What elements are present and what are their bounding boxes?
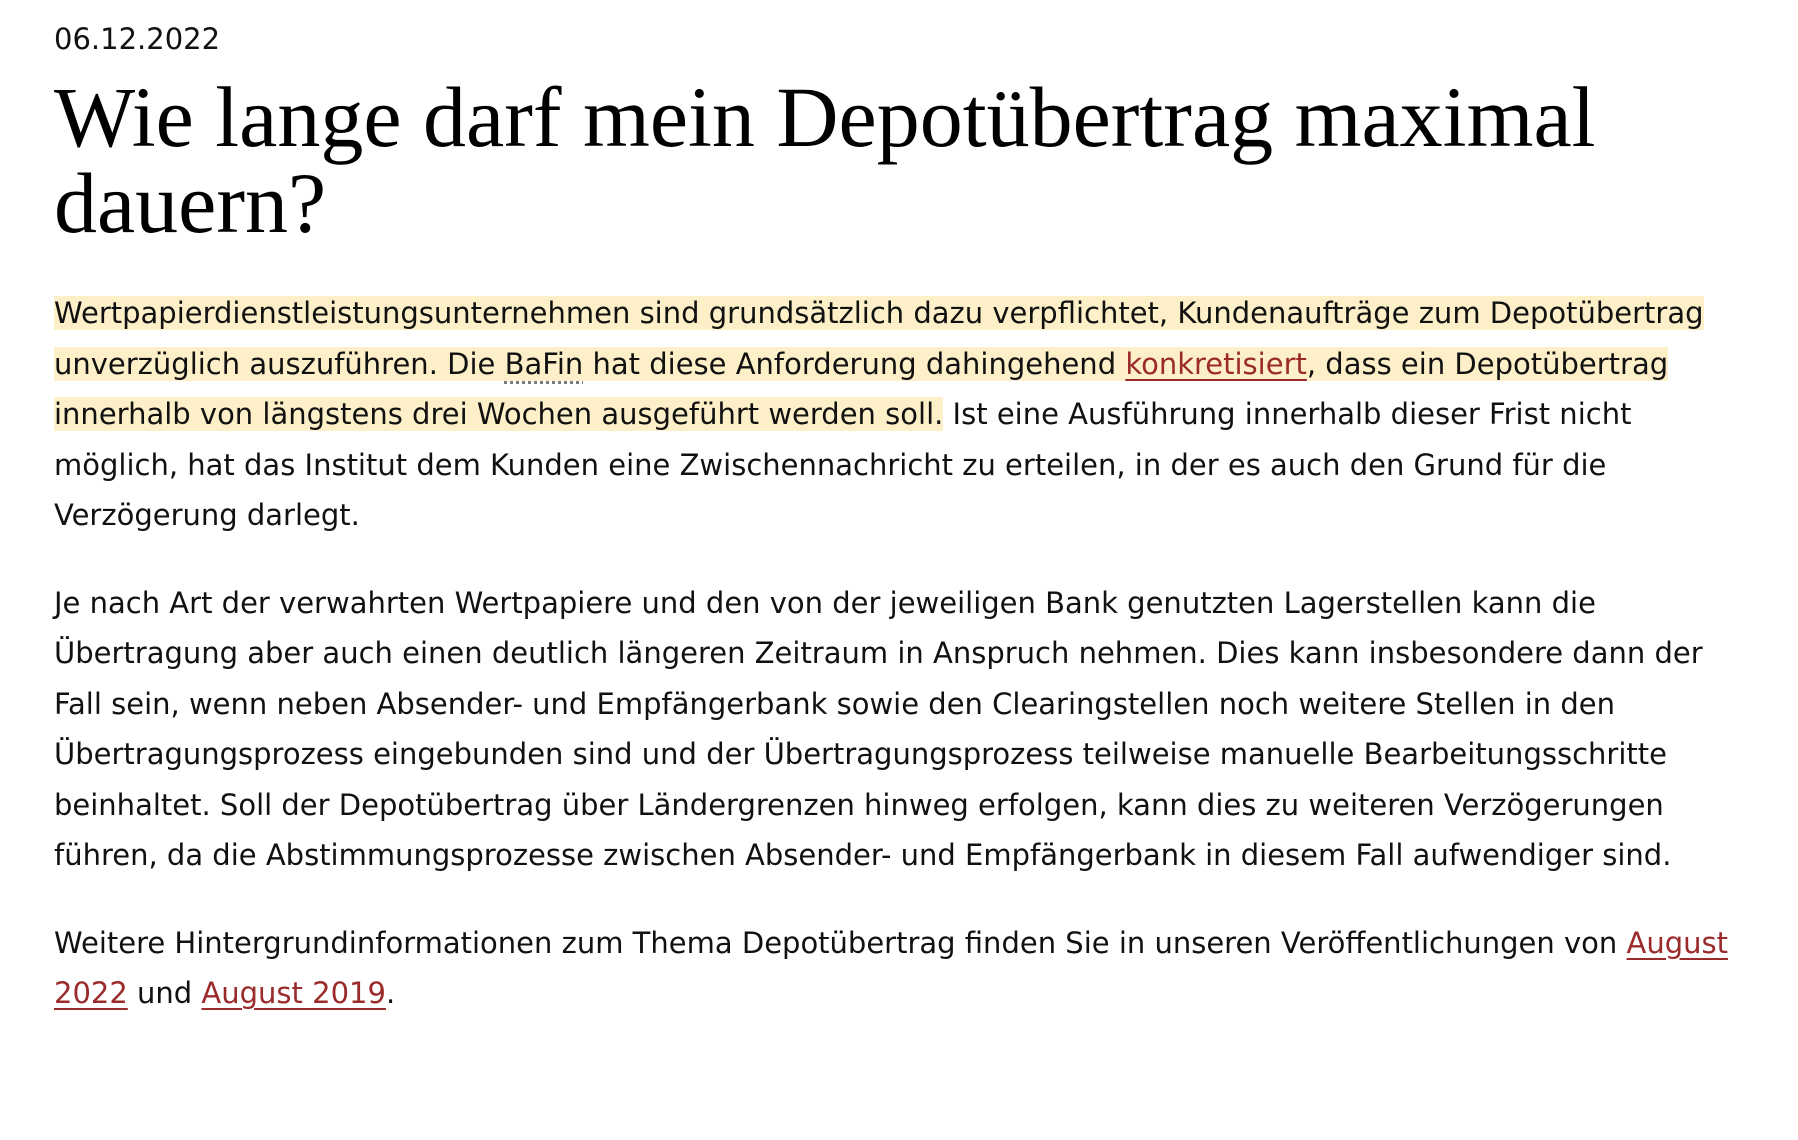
abbreviation-bafin[interactable]: BaFin [504, 346, 584, 381]
highlight-text-part3: , dass ein Depotübertrag innerhalb von längstens drei Wochen ausgeführt werden soll. [54, 346, 1669, 431]
references-text-between: und [127, 976, 202, 1010]
article [54, 18, 1754, 1056]
link-konkretisiert[interactable]: konkretisiert [1125, 346, 1307, 381]
paragraph-intro [54, 288, 1754, 541]
paragraph-references [54, 918, 1754, 1019]
references-text-before: Weitere Hintergrundinformationen zum Thema Depotübertrag finden Sie in unseren Veröffentlichungen von [54, 925, 1627, 960]
highlight-text-part2: hat diese Anforderung dahingehend [583, 346, 1126, 381]
paragraph-details: Je nach Art der verwahrten Wertpapiere und den von der jeweiligen Bank genutzten Lagerstellen kann die Übertragung aber auch einen deutlich längeren Zeitraum in Anspruch nehmen. Dies kann insbesondere dann der Fall sein, wenn neben Absender- und Empfängerbank sowie den Clearingstellen noch weitere Stellen in den Übertragungsprozess eingebunden sind und der Übertragungsprozess teilweise manuelle Bearbeitungsschritte beinhaltet. Soll der Depotübertrag über Ländergrenzen hinweg erfolgen, kann dies zu weiteren Verzögerungen führen, da die Abstimmungsprozesse zwischen Absender- und Empfängerbank in diesem Fall aufwendiger sind. [54, 585, 1703, 872]
link-august-2019[interactable]: August 2019 [201, 976, 386, 1010]
references-text-after: . [385, 976, 396, 1010]
highlight-text-part1: Wertpapierdienstleistungsunternehmen sind grundsätzlich dazu verpflichtet, Kundenaufträge zum Depotübertrag unverzüglich auszuführen. Die [54, 296, 1704, 381]
publication-date: 06.12.2022 [54, 22, 221, 56]
paragraph-intro-rest: Ist eine Ausführung innerhalb dieser Frist nicht möglich, hat das Institut dem Kunden eine Zwischennachricht zu erteilen, in der es auch den Grund für die Verzögerung darlegt. [54, 397, 1632, 532]
page-title: Wie lange darf mein Depotübertrag maximal dauern? [54, 69, 1596, 251]
link-august-2022[interactable]: August 2022 [54, 925, 1728, 1010]
